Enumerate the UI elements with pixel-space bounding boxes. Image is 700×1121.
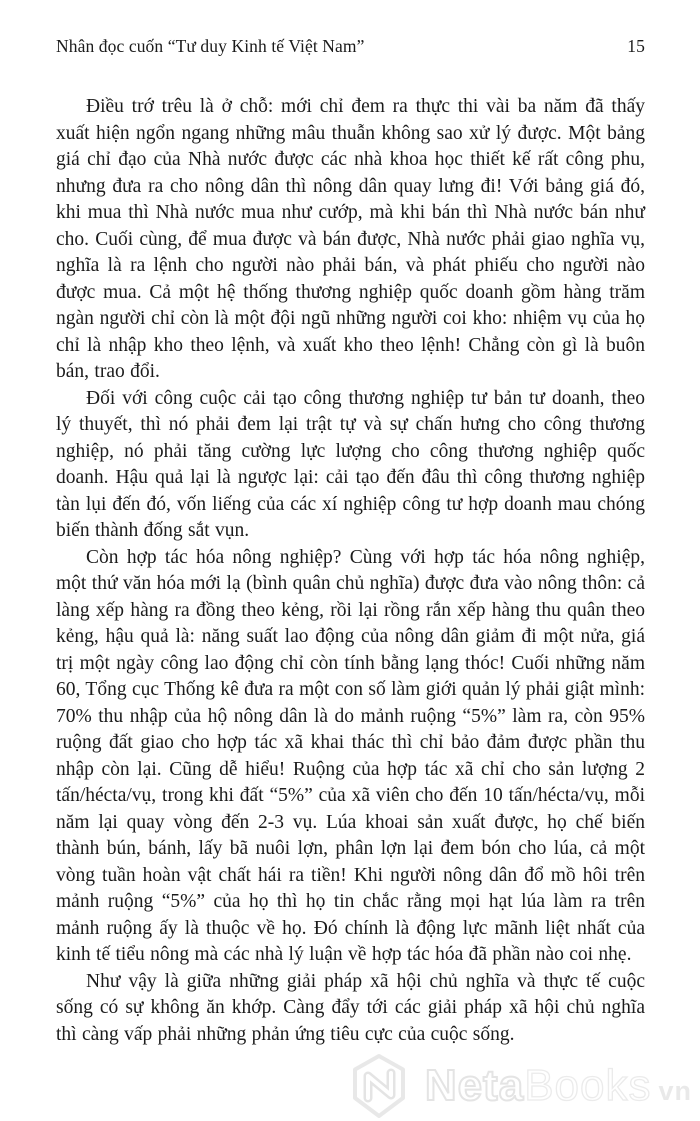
watermark-brand-prefix: Neta bbox=[424, 1061, 525, 1110]
watermark-domain-suffix: vn bbox=[658, 1076, 692, 1106]
netabooks-hexagon-n-logo-icon bbox=[347, 1053, 411, 1119]
watermark-brand-suffix: Books bbox=[524, 1061, 652, 1110]
running-title: Nhân đọc cuốn “Tư duy Kinh tế Việt Nam” bbox=[56, 36, 365, 56]
paragraph-4: Như vậy là giữa những giải pháp xã hội chủ nghĩa và thực tế cuộc sống có sự không ăn khớp. Càng đẩy tới các giải pháp xã hội chủ nghĩa thì càng vấp phải những phản ứng tiêu cực của cuộc sống. bbox=[56, 970, 645, 1045]
page-header bbox=[56, 36, 645, 57]
paragraph-1: Điều trớ trêu là ở chỗ: mới chỉ đem ra thực thi vài ba năm đã thấy xuất hiện ngổn ngang những mâu thuẫn không sao xử lý được. Một bảng giá chỉ đạo của Nhà nước được các nhà khoa học thiết kế rất công phu, nhưng đưa ra cho nông dân thì nông dân quay lưng đi! Với bảng giá đó, khi mua thì Nhà nước mua như cướp, mà khi bán thì Nhà nước bán như cho. Cuối cùng, để mua được và bán được, Nhà nước phải giao nghĩa vụ, nghĩa là ra lệnh cho người nào phải bán, và phát phiếu cho người nào được mua. Cả một hệ thống thương nghiệp quốc doanh gồm hàng trăm ngàn người chỉ còn là một đội ngũ những người coi kho: nhiệm vụ của họ chỉ là nhập kho theo lệnh, và xuất kho theo lệnh! Chẳng còn gì là buôn bán, trao đổi. bbox=[56, 96, 645, 382]
page-number: 15 bbox=[627, 36, 645, 56]
page-body bbox=[56, 94, 645, 1048]
paragraph-2: Đối với công cuộc cải tạo công thương nghiệp tư bản tư doanh, theo lý thuyết, thì nó phải đem lại trật tự và sự chấn hưng cho công thương nghiệp, nó phải tăng cường lực lượng cho công thương nghiệp quốc doanh. Hậu quả lại là ngược lại: cải tạo đến đâu thì công thương nghiệp tàn lụi đến đó, vốn liếng của các xí nghiệp công tư hợp doanh mau chóng biến thành đống sắt vụn. bbox=[56, 387, 645, 541]
netabooks-wordmark bbox=[424, 1061, 692, 1110]
paragraph-3: Còn hợp tác hóa nông nghiệp? Cùng với hợp tác hóa nông nghiệp, một thứ văn hóa mới lạ (bình quân chủ nghĩa) được đưa vào nông thôn: cả làng xếp hàng ra đồng theo kẻng, rồi lại rồng rắn xếp hàng thu quân theo kẻng, hậu quả là: năng suất lao động của nông dân giảm đi một nửa, giá trị một ngày công lao động chỉ còn tính bằng lạng thóc! Cuối những năm 60, Tổng cục Thống kê đưa ra một con số làm giới quản lý phải giật mình: 70% thu nhập của hộ nông dân là do mảnh ruộng “5%” làm ra, còn 95% ruộng đất giao cho hợp tác xã khai thác thì chỉ bảo đảm được phần thu nhập còn lại. Cũng dễ hiểu! Ruộng của hợp tác xã chỉ cho sản lượng 2 tấn/hécta/vụ, trong khi đất “5%” của xã viên cho đến 10 tấn/hécta/vụ, mỗi năm lại quay vòng đến 2-3 vụ. Lúa khoai sản xuất được, họ chế biến thành bún, bánh, lấy bã nuôi lợn, phân lợn lại đem bón cho lúa, cả một vòng tuần hoàn vật chất hái ra tiền! Khi người nông dân đổ mồ hôi trên mảnh ruộng “5%” của họ thì họ tin chắc rằng mọi hạt lúa làm ra trên mảnh ruộng ấy là thuộc về họ. Đó chính là động lực mãnh liệt nhất của kinh tế tiểu nông mà các nhà lý luận về hợp tác hóa đã phần nào coi nhẹ. bbox=[56, 546, 645, 965]
netabooks-watermark bbox=[347, 1053, 692, 1119]
